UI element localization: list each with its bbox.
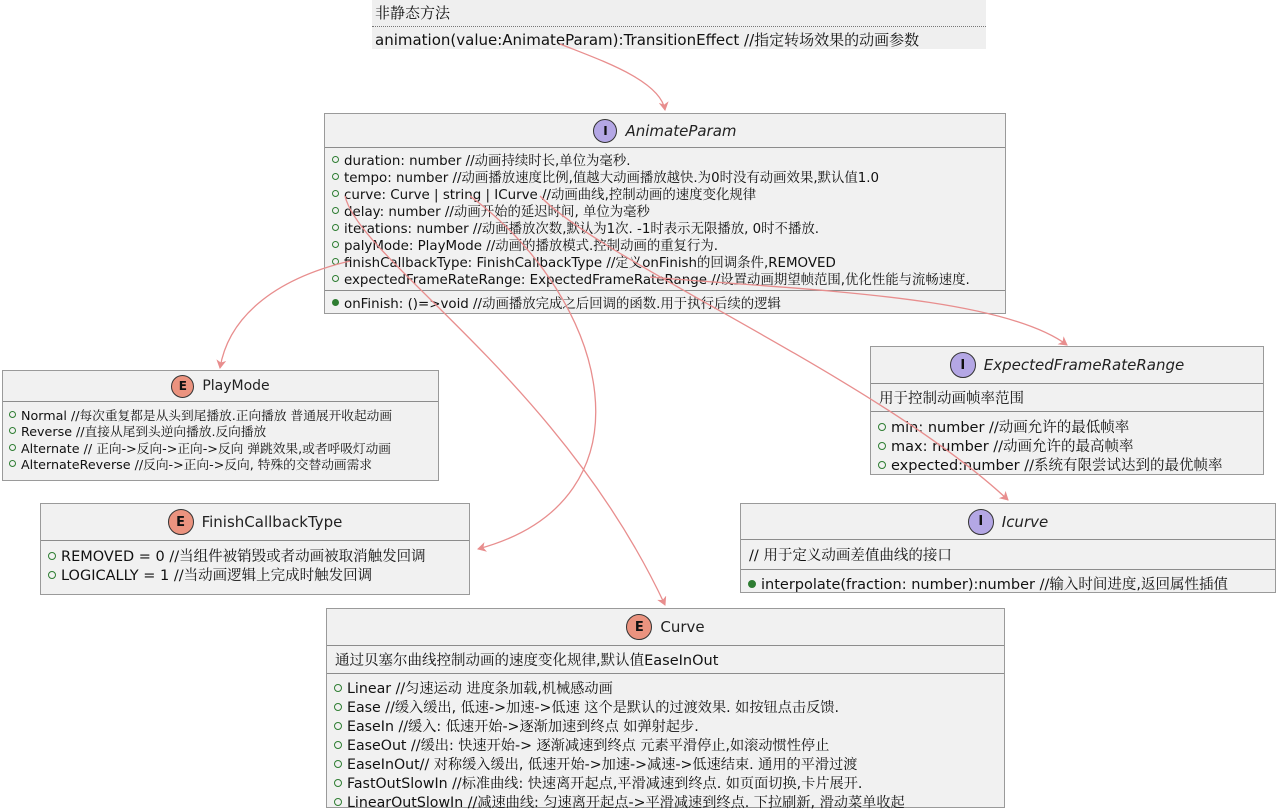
interface-icon: I <box>968 509 994 535</box>
public-field-icon <box>332 241 339 248</box>
icurve-description: // 用于定义动画差值曲线的接口 <box>741 540 1275 570</box>
animate-param-header <box>325 114 1005 148</box>
play-mode-enum <box>2 370 439 481</box>
expected-frame-rate-range-title: ExpectedFrameRateRange <box>983 356 1185 374</box>
enum-item-icon <box>334 703 342 711</box>
field-row: iterations: number //动画播放次数,默认为1次. -1时表示无限播放, 0时不播放. <box>332 219 1005 236</box>
enum-item-icon <box>48 571 56 579</box>
field-row: min: number //动画允许的最低帧率 <box>878 417 1263 436</box>
enum-item: Ease //缓入缓出, 低速->加速->低速 这个是默认的过渡效果. 如按钮点击反馈. <box>334 697 1004 716</box>
field-row: palyMode: PlayMode //动画的播放模式.控制动画的重复行为. <box>332 236 1005 253</box>
enum-item: Alternate // 正向->反向->正向->反向 弹跳效果,或者呼吸灯动画 <box>9 439 438 456</box>
interface-icon: I <box>593 119 617 143</box>
expected-frame-rate-range-interface <box>870 346 1264 475</box>
icurve-header <box>741 504 1275 540</box>
public-method-icon <box>332 299 339 306</box>
field-row: expected:number //系统有限尝试达到的最优帧率 <box>878 455 1263 474</box>
enum-item-icon <box>9 411 16 418</box>
enum-item: EaseIn //缓入: 低速开始->逐渐加速到终点 如弹射起步. <box>334 716 1004 735</box>
icurve-title: Icurve <box>1001 512 1049 531</box>
field-row: tempo: number //动画播放速度比例,值越大动画播放越快.为0时没有动画效果,默认值1.0 <box>332 168 1005 185</box>
enum-item-icon <box>9 444 16 451</box>
curve-enum <box>326 608 1005 811</box>
play-mode-title: PlayMode <box>202 378 270 394</box>
public-field-icon <box>332 275 339 282</box>
method-note <box>372 0 986 49</box>
method-row: onFinish: ()=>void //动画播放完成之后回调的函数.用于执行后续的逻辑 <box>332 294 1005 311</box>
enum-item: EaseOut //缓出: 快速开始-> 逐渐减速到终点 元素平滑停止,如滚动惯性停止 <box>334 735 1004 754</box>
field-row: finishCallbackType: FinishCallbackType //定义onFinish的回调条件,REMOVED <box>332 253 1005 270</box>
field-row: expectedFrameRateRange: ExpectedFrameRateRange //设置动画期望帧范围,优化性能与流畅速度. <box>332 270 1005 287</box>
public-field-icon <box>878 442 886 450</box>
icurve-interface <box>740 503 1276 593</box>
icurve-methods <box>741 570 1275 593</box>
finish-callback-type-title: FinishCallbackType <box>201 513 343 531</box>
interface-icon: I <box>950 352 976 378</box>
curve-description: 通过贝塞尔曲线控制动画的速度变化规律,默认值EaseInOut <box>327 646 1004 674</box>
enum-icon: E <box>171 375 194 398</box>
public-field-icon <box>332 173 339 180</box>
enum-item-icon <box>334 684 342 692</box>
arrow-method-to-animateparam <box>560 44 665 110</box>
enum-item: AlternateReverse //反向->正向->反向, 特殊的交替动画需求 <box>9 456 438 473</box>
enum-icon: E <box>626 614 652 640</box>
finish-callback-type-items <box>41 541 469 584</box>
animate-param-title: AnimateParam <box>625 121 737 140</box>
public-field-icon <box>332 207 339 214</box>
enum-item: FastOutSlowIn //标准曲线: 快速离开起点,平滑减速到终点. 如页面切换,卡片展开. <box>334 773 1004 792</box>
method-note-text: animation(value:AnimateParam):TransitionEffect //指定转场效果的动画参数 <box>375 31 920 49</box>
animate-param-class <box>324 113 1006 314</box>
enum-item-icon <box>334 760 342 768</box>
expected-frame-rate-range-header <box>871 347 1263 384</box>
field-row: duration: number //动画持续时长,单位为毫秒. <box>332 151 1005 168</box>
method-row: interpolate(fraction: number):number //输入时间进度,返回属性插值 <box>748 574 1275 593</box>
enum-item-icon <box>9 427 16 434</box>
enum-item: REMOVED = 0 //当组件被销毁或者动画被取消触发回调 <box>48 546 469 565</box>
public-method-icon <box>748 580 756 588</box>
public-field-icon <box>878 461 886 469</box>
enum-icon: E <box>168 509 194 535</box>
curve-title: Curve <box>660 618 705 636</box>
enum-item: Normal //每次重复都是从头到尾播放.正向播放 普通展开收起动画 <box>9 406 438 423</box>
public-field-icon <box>332 224 339 231</box>
field-row: max: number //动画允许的最高帧率 <box>878 436 1263 455</box>
play-mode-header <box>3 371 438 402</box>
enum-item-icon <box>334 779 342 787</box>
curve-header <box>327 609 1004 646</box>
finish-callback-type-header <box>41 504 469 541</box>
method-note-header: 非静态方法 <box>375 4 451 22</box>
enum-item-icon <box>334 741 342 749</box>
enum-item-icon <box>334 722 342 730</box>
enum-item: Reverse //直接从尾到头逆向播放.反向播放 <box>9 423 438 440</box>
animate-param-methods <box>325 291 1005 311</box>
field-row: delay: number //动画开始的延迟时间, 单位为毫秒 <box>332 202 1005 219</box>
public-field-icon <box>332 156 339 163</box>
enum-item: Linear //匀速运动 进度条加载,机械感动画 <box>334 678 1004 697</box>
animate-param-fields <box>325 148 1005 291</box>
public-field-icon <box>332 258 339 265</box>
note-dotted-separator <box>372 26 986 27</box>
expected-frame-rate-range-description: 用于控制动画帧率范围 <box>871 384 1263 412</box>
enum-item: EaseInOut// 对称缓入缓出, 低速开始->加速->减速->低速结束. 通用的平滑过渡 <box>334 754 1004 773</box>
enum-item: LOGICALLY = 1 //当动画逻辑上完成时触发回调 <box>48 565 469 584</box>
finish-callback-type-enum <box>40 503 470 595</box>
curve-items <box>327 674 1004 811</box>
expected-frame-rate-range-fields <box>871 412 1263 474</box>
enum-item-icon <box>9 460 16 467</box>
enum-item-icon <box>48 552 56 560</box>
play-mode-items <box>3 402 438 472</box>
field-row: curve: Curve | string | ICurve //动画曲线,控制动画的速度变化规律 <box>332 185 1005 202</box>
public-field-icon <box>878 423 886 431</box>
enum-item: LinearOutSlowIn //减速曲线: 匀速离开起点->平滑减速到终点. 下拉刷新, 滑动菜单收起 <box>334 792 1004 811</box>
public-field-icon <box>332 190 339 197</box>
enum-item-icon <box>334 798 342 806</box>
